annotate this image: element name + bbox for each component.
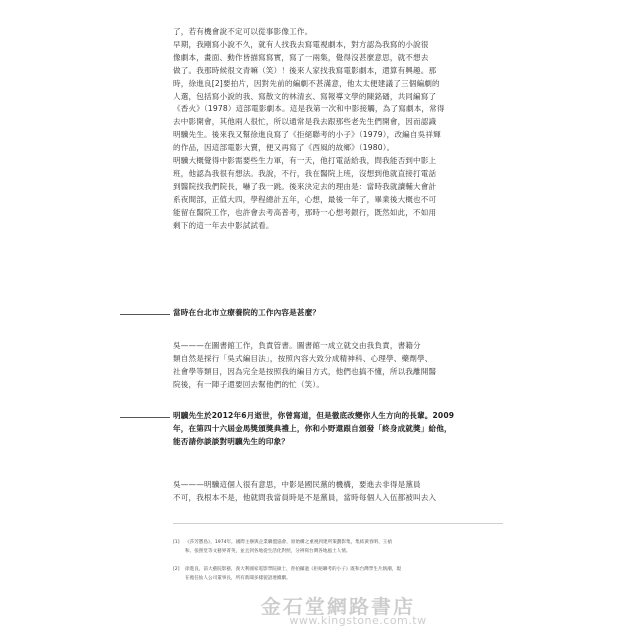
answer-line <box>173 479 503 492</box>
answer-line: 院後，有一陣子還要回去幫他們的忙（笑）。 <box>173 379 325 389</box>
body-line: 人選，包括寫小說的我、寫散文的林清玄、寫報導文學的陳銘磻，共同編寫了 <box>173 91 437 101</box>
body-line: 像劇本，畫面、動作皆描寫寫實，寫了一兩集，覺得沒甚麼意思，就不想去 <box>173 52 429 62</box>
answer-line: 不可，我根本不是，他就問我當員時是不是黨員，當時每個人入伍都被叫去入 <box>173 492 437 502</box>
question-text: 明驥先生於2012年6月逝世，你曾寫道，但是徹底改變你人生方向的長輩。2009 <box>173 411 455 420</box>
question-rule <box>120 314 170 315</box>
question-text: 年，在第四十六屆金馬獎頒獎典禮上，你和小野還跟自頒發「終身成就獎」給他， <box>173 423 452 433</box>
answer-2 <box>173 479 503 505</box>
answer-text: 在圖書館工作，負責管書。圖書館一成立就交由我負責，書籍分 <box>203 341 421 350</box>
body-line: 了，若有機會說不定可以從事影像工作。 <box>173 27 313 36</box>
body-line: 明驥先生。後來我又幫徐進良寫了《拒絕聯考的小子》（1979），改編自吳祥輝 <box>173 130 441 140</box>
question-text: 當時在台北市立療養院的工作內容是甚麼？ <box>173 308 321 317</box>
body-line: 做了。我那時候很文青嘛（笑）！後來人家找我寫電影劇本，還算有興趣。那 <box>173 65 437 75</box>
body-line: 去中影開會，其他兩人很忙，所以通常是我去跟那些老先生們開會，因而認識 <box>173 117 437 127</box>
body-line: 到醫院找我們院長，嚇了我一跳。後來決定去的理由是：當時我就讀輔大會計 <box>173 181 437 191</box>
body-line: 明驥大概覺得中影需要些生力軍，有一天，他打電話給我，問我能否到中影上 <box>173 156 437 166</box>
body-line: 剩下的這一年去中影試試看。 <box>173 220 274 230</box>
answer-line <box>173 340 503 353</box>
footnote-text: 在擔任仙人公司董事長，所有新聞多樣貌語連續劇。 <box>185 576 291 581</box>
speaker-label: 吳 <box>173 480 181 489</box>
footnote-divider <box>173 523 503 524</box>
answer-dash: ——— <box>180 480 204 489</box>
speaker-label: 吳 <box>173 341 181 350</box>
question-text-block <box>170 410 454 449</box>
footnote-text: 和、張照堂等文藝界菁英，並且到各地從生活化對照，分辨寫台灣各地風土人情。 <box>185 549 351 554</box>
footnote-number: [2] <box>173 567 180 572</box>
body-line: 能留在醫院工作，也許會去考高普考，那時一心想考銀行，既然如此，不如用 <box>173 207 437 217</box>
answer-line: 社會學等類目，因為完全是按照我的編目方式，他們也搞不懂，所以我離開醫 <box>173 366 437 376</box>
answer-line: 類自然是採行「吳式編目法」，按照內容大致分成精神科、心理學、藥劑學、 <box>173 353 433 363</box>
body-line: 班，他認為我很有想法。我說，不行，我在醫院上班，沒想到他就直接打電話 <box>173 168 437 178</box>
footnote-1 <box>173 538 503 556</box>
answer-1 <box>173 340 503 392</box>
body-line: 時，徐進良[2]要拍片，因對先前的編劇不甚滿意，他太太便建議了三個編劇的 <box>173 78 440 88</box>
footnote-text: 《莎芳寶島》，1974年，國際主辦與企業聯盟協會，原始構之重視到建所策劃影集，集結黃春明、王禎 <box>185 540 392 545</box>
question-2 <box>120 410 503 449</box>
body-line: 的作品，因這部電影大賣，便又再寫了《西風的故鄉》（1980）。 <box>173 143 395 153</box>
question-text: 能否請你談談對明驥先生的印象？ <box>173 436 290 446</box>
body-line: 早期，我剛寫小說不久，就有人找我去寫電視劇本，對方認為我寫的小說很 <box>173 39 429 49</box>
body-line: 《香火》（1978）這部電影劇本。這是我第一次和中影接觸，為了寫劇本，常得 <box>173 104 445 114</box>
body-paragraphs <box>173 26 503 233</box>
answer-text: 明驥這個人很有意思，中影是國民黨的機構，要進去非得是黨員 <box>203 480 421 489</box>
body-line: 系夜間部，正值大四，學程總計五年，心想，最後一年了，畢業後大概也不可 <box>173 194 437 204</box>
question-rule <box>120 417 170 418</box>
watermark-url: www.kingstone.com.tw <box>289 614 427 627</box>
footnote-number: [1] <box>173 540 180 545</box>
footnote-2 <box>173 565 503 583</box>
question-1 <box>120 307 503 320</box>
footnote-text: 徐進良，前大藝院影藝，義大利國家電影學院碩士，曾拍攝過《拒絕聯考的小子》既和台灣學生片熱潮，現 <box>185 567 401 572</box>
watermark-logo: 金石堂網路書店 <box>260 596 416 618</box>
answer-dash: ——— <box>180 341 204 350</box>
